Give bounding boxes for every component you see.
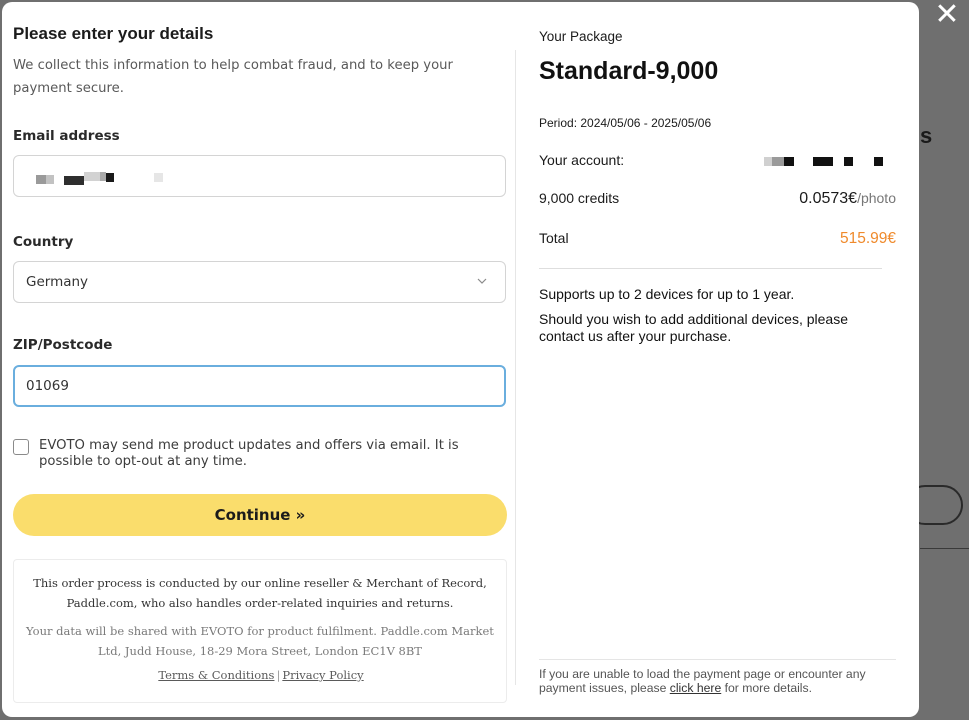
form-title: Please enter your details (13, 24, 214, 43)
total-label: Total (539, 230, 569, 246)
unit-price-suffix: /photo (857, 190, 896, 206)
notice-links (14, 668, 508, 682)
country-select[interactable] (13, 261, 506, 303)
country-label: Country (13, 234, 74, 250)
chevron-down-icon (477, 276, 487, 286)
background-divider (920, 548, 969, 549)
credits-row (539, 190, 896, 206)
zip-value: 01069 (26, 378, 69, 394)
notice-data-text: Your data will be shared with EVOTO for product fulfilment. Paddle.com Market Ltd, Judd House, 18-29 Mora Street, London EC1V 8BT (26, 624, 494, 658)
package-period: Period: 2024/05/06 - 2025/05/06 (539, 116, 712, 130)
checkout-modal (2, 2, 919, 717)
unit-price-value: 0.0573€ (799, 190, 858, 207)
devices-support-text: Supports up to 2 devices for up to 1 year. (539, 286, 795, 302)
zip-label: ZIP/Postcode (13, 337, 113, 353)
email-label: Email address (13, 128, 120, 144)
footer-divider (539, 659, 896, 660)
summary-divider (539, 268, 882, 269)
payment-issue-note (539, 667, 896, 695)
unit-price (799, 190, 896, 208)
total-value: 515.99€ (839, 230, 896, 247)
notice-reseller-text: This order process is conducted by our online reseller & Merchant of Record, Paddle.com, who also handles order-related inquiries and returns. (33, 576, 487, 610)
package-summary (539, 2, 899, 717)
merchant-notice (13, 559, 507, 703)
terms-link[interactable]: Terms & Conditions (158, 668, 275, 682)
column-divider (515, 50, 516, 685)
continue-button[interactable]: Continue » (13, 494, 507, 536)
footer-post-text: for more details. (721, 681, 812, 695)
redacted-account (764, 157, 772, 166)
click-here-link[interactable]: click here (669, 681, 722, 695)
zip-field[interactable] (13, 365, 506, 407)
form-subtitle: We collect this information to help combat fraud, and to keep your payment secure. (13, 58, 453, 96)
total-row (539, 230, 896, 246)
close-icon[interactable]: ✕ (934, 0, 960, 32)
marketing-checkbox[interactable] (13, 439, 29, 455)
email-field[interactable] (13, 155, 506, 197)
background-page-fragment: s (920, 123, 933, 148)
details-form (13, 2, 507, 717)
redacted-email (36, 175, 46, 184)
credits-label: 9,000 credits (539, 190, 620, 206)
package-name: Standard-9,000 (539, 57, 719, 85)
marketing-label: EVOTO may send me product updates and offers via email. It is possible to opt-out at any time. (39, 438, 459, 469)
country-value: Germany (26, 274, 89, 290)
footer-pre-text: If you are unable to load the payment page or encounter any payment issues, please (539, 667, 866, 695)
package-label: Your Package (539, 29, 623, 44)
account-row (539, 152, 896, 168)
link-separator: | (276, 668, 281, 682)
account-label: Your account: (539, 152, 625, 168)
privacy-link[interactable]: Privacy Policy (282, 668, 364, 682)
additional-devices-text: Should you wish to add additional devices, please contact us after your purchase. (539, 311, 848, 344)
